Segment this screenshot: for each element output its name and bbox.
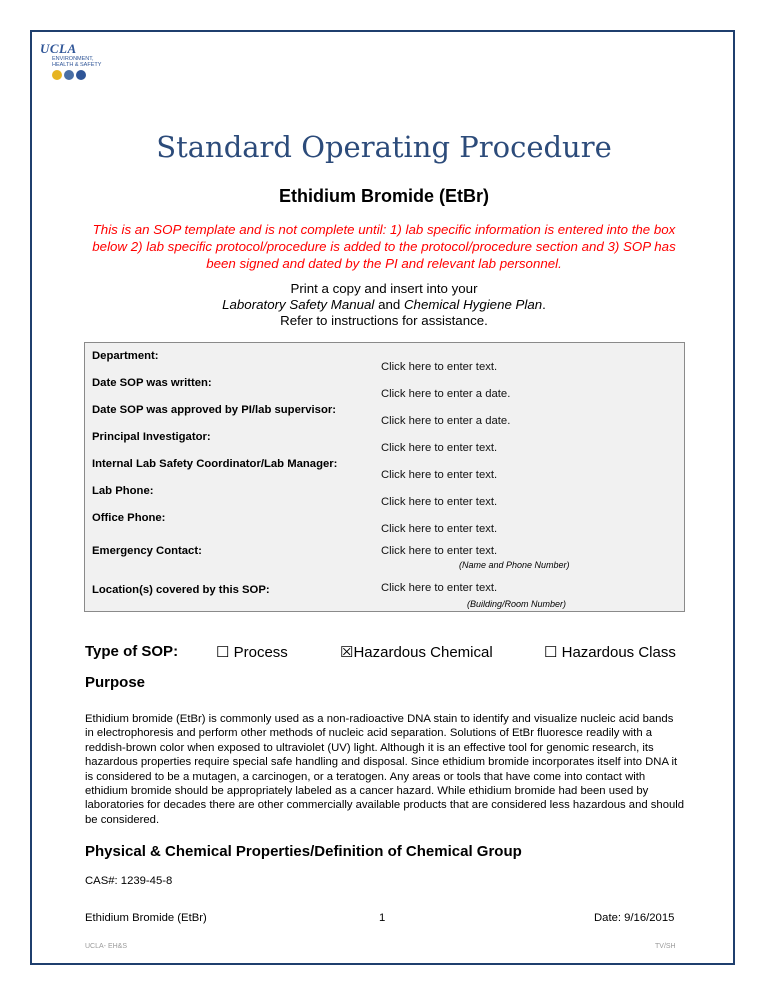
print-instructions	[0, 281, 768, 329]
footer-doc-name: Ethidium Bromide (EtBr)	[85, 912, 207, 924]
safety-coordinator-field[interactable]: Click here to enter text.	[381, 469, 498, 481]
info-label: Location(s) covered by this SOP:	[92, 584, 270, 596]
logo-dept-line1: ENVIRONMENT,	[52, 56, 94, 62]
sop-type-process[interactable]	[216, 643, 288, 661]
info-label: Office Phone:	[92, 512, 166, 524]
lab-info-table	[84, 342, 685, 612]
biohazard-icon	[64, 70, 74, 80]
chemical-name: Ethidium Bromide (EtBr)	[279, 186, 489, 206]
logo-dept-line2: HEALTH & SAFETY	[52, 62, 102, 68]
info-label: Date SOP was approved by PI/lab supervisor:	[92, 404, 337, 416]
department-field[interactable]: Click here to enter text.	[381, 361, 498, 373]
date-written-field[interactable]: Click here to enter a date.	[381, 388, 511, 400]
checkbox-unchecked-icon[interactable]: ☐	[544, 644, 558, 661]
safety-manual-ref: Laboratory Safety Manual	[222, 297, 375, 312]
sop-type-hazardous-class[interactable]	[544, 643, 676, 661]
logo-hazard-icons	[52, 70, 104, 80]
logo-ucla-text: UCLA	[40, 41, 77, 56]
purpose-text: Ethidium bromide (EtBr) is commonly used as a non-radioactive DNA stain to identify and visualize nucleic acid bands in electrophoresis and perform other methods of nucleic acid separation. Solutions of EtBr fluoresce readily with a reddish-brown color when exposed to ultraviolet (UV) light. Although it is an effective tool for genomic research, its hazardous properties require special safe handling and disposal. Since ethidium bromide incorporates itself into DNA it is considered to be a mutagen, a carcinogen, or a teratogen. Any areas or tools that have come into contact with ethidium bromide should be appropriately labeled as a cancer hazard. While ethidium bromide had been used by laboratories for decades there are other commercially available products that are considered less hazardous and should be considered.	[85, 713, 685, 826]
print-period: .	[542, 297, 546, 312]
location-field[interactable]: Click here to enter text.	[381, 582, 498, 594]
print-line-1: Print a copy and insert into your	[290, 281, 478, 296]
page-title: Standard Operating Procedure	[156, 130, 612, 164]
sop-type-label: Type of SOP:	[85, 643, 179, 660]
footer-org: UCLA- EH&S	[85, 943, 128, 950]
pi-field[interactable]: Click here to enter text.	[381, 442, 498, 454]
print-and: and	[374, 297, 404, 312]
sop-type-option-label: Hazardous Chemical	[353, 644, 493, 661]
checkbox-checked-icon[interactable]: ☒	[340, 644, 354, 661]
checkbox-unchecked-icon[interactable]: ☐	[216, 644, 230, 661]
info-label: Principal Investigator:	[92, 431, 211, 443]
info-label: Internal Lab Safety Coordinator/Lab Manager:	[92, 458, 338, 470]
footer-initials: TV/SH	[655, 943, 676, 950]
location-hint: (Building/Room Number)	[467, 599, 567, 609]
sop-type-option-label: Hazardous Class	[561, 644, 676, 661]
emergency-contact-hint: (Name and Phone Number)	[459, 560, 570, 570]
office-phone-field[interactable]: Click here to enter text.	[381, 523, 498, 535]
ucla-ehs-logo	[40, 42, 104, 92]
date-approved-field[interactable]: Click here to enter a date.	[381, 415, 511, 427]
physical-properties-heading: Physical & Chemical Properties/Definition of Chemical Group	[85, 843, 522, 860]
print-line-2	[0, 297, 768, 313]
cas-number: CAS#: 1239-45-8	[85, 875, 173, 887]
lab-phone-field[interactable]: Click here to enter text.	[381, 496, 498, 508]
radiation-icon	[52, 70, 62, 80]
hygiene-plan-ref: Chemical Hygiene Plan	[403, 297, 543, 312]
info-label: Department:	[92, 350, 159, 362]
footer-page-number: 1	[379, 912, 386, 924]
purpose-heading: Purpose	[85, 674, 146, 691]
info-label: Lab Phone:	[92, 485, 154, 497]
info-label: Date SOP was written:	[92, 377, 212, 389]
print-line-3: Refer to instructions for assistance.	[280, 313, 488, 328]
info-label: Emergency Contact:	[92, 545, 202, 557]
sop-type-hazardous-chemical[interactable]	[340, 643, 493, 661]
sop-type-option-label: Process	[233, 644, 288, 661]
footer-date: Date: 9/16/2015	[594, 912, 675, 924]
chemical-icon	[76, 70, 86, 80]
emergency-contact-field[interactable]: Click here to enter text.	[381, 545, 498, 557]
logo-dept-text	[52, 56, 104, 68]
template-notice: This is an SOP template and is not complete until: 1) lab specific information is entered into the box below 2) lab specific protocol/procedure is added to the protocol/procedure section and 3) SOP has been signed and dated by the PI and relevant lab personnel.	[92, 222, 676, 271]
